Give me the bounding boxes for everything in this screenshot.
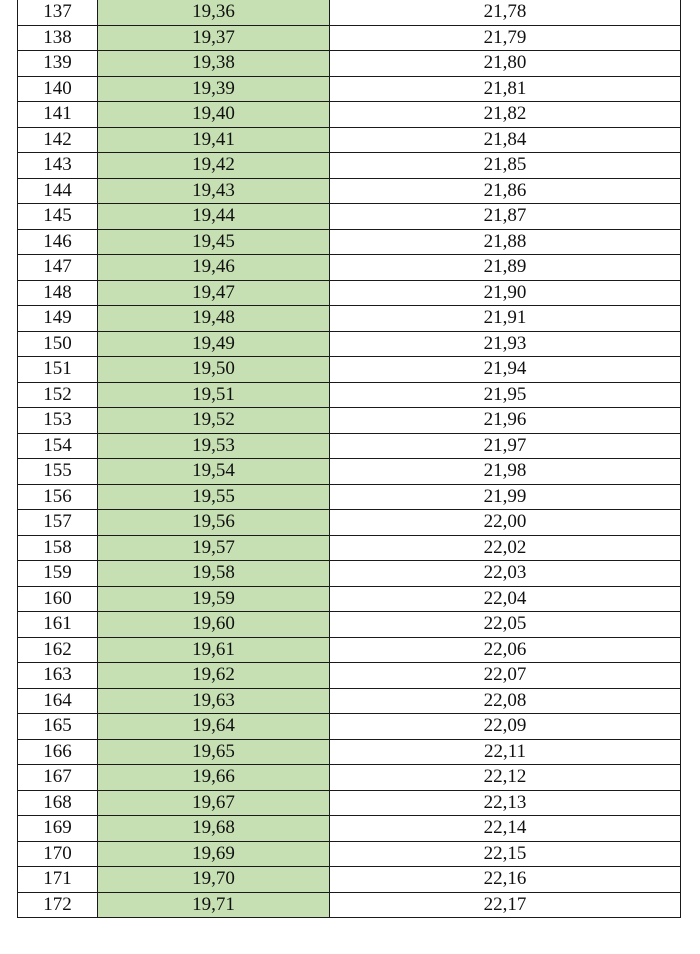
value-b-cell: 22,09 [330, 714, 681, 740]
value-b-cell: 21,97 [330, 433, 681, 459]
value-b-cell: 21,93 [330, 331, 681, 357]
value-a-cell: 19,64 [98, 714, 330, 740]
value-b-cell: 22,08 [330, 688, 681, 714]
table-row [18, 688, 681, 714]
table-row [18, 637, 681, 663]
value-a-cell: 19,56 [98, 510, 330, 536]
row-number-cell: 150 [18, 331, 98, 357]
value-b-cell: 21,84 [330, 127, 681, 153]
table-row [18, 0, 681, 25]
row-number-cell: 152 [18, 382, 98, 408]
value-a-cell: 19,61 [98, 637, 330, 663]
value-a-cell: 19,57 [98, 535, 330, 561]
row-number-cell: 170 [18, 841, 98, 867]
value-a-cell: 19,50 [98, 357, 330, 383]
value-b-cell: 21,81 [330, 76, 681, 102]
value-b-cell: 22,12 [330, 765, 681, 791]
value-a-cell: 19,42 [98, 153, 330, 179]
row-number-cell: 153 [18, 408, 98, 434]
table-row [18, 433, 681, 459]
row-number-cell: 165 [18, 714, 98, 740]
row-number-cell: 160 [18, 586, 98, 612]
value-a-cell: 19,47 [98, 280, 330, 306]
value-a-cell: 19,36 [98, 0, 330, 25]
row-number-cell: 166 [18, 739, 98, 765]
table-row [18, 408, 681, 434]
value-b-cell: 22,05 [330, 612, 681, 638]
table-row [18, 255, 681, 281]
row-number-cell: 158 [18, 535, 98, 561]
value-a-cell: 19,59 [98, 586, 330, 612]
row-number-cell: 164 [18, 688, 98, 714]
value-b-cell: 22,00 [330, 510, 681, 536]
value-b-cell: 22,11 [330, 739, 681, 765]
table-row [18, 382, 681, 408]
value-a-cell: 19,51 [98, 382, 330, 408]
row-number-cell: 141 [18, 102, 98, 128]
value-b-cell: 21,99 [330, 484, 681, 510]
table-row [18, 714, 681, 740]
row-number-cell: 154 [18, 433, 98, 459]
row-number-cell: 147 [18, 255, 98, 281]
table-row [18, 153, 681, 179]
value-b-cell: 21,82 [330, 102, 681, 128]
row-number-cell: 157 [18, 510, 98, 536]
value-a-cell: 19,39 [98, 76, 330, 102]
value-a-cell: 19,49 [98, 331, 330, 357]
value-b-cell: 22,02 [330, 535, 681, 561]
value-a-cell: 19,69 [98, 841, 330, 867]
value-b-cell: 21,88 [330, 229, 681, 255]
value-a-cell: 19,55 [98, 484, 330, 510]
value-a-cell: 19,53 [98, 433, 330, 459]
value-b-cell: 21,98 [330, 459, 681, 485]
row-number-cell: 156 [18, 484, 98, 510]
row-number-cell: 145 [18, 204, 98, 230]
table-row [18, 102, 681, 128]
table-row [18, 561, 681, 587]
value-b-cell: 22,07 [330, 663, 681, 689]
value-a-cell: 19,67 [98, 790, 330, 816]
table-row [18, 204, 681, 230]
value-a-cell: 19,70 [98, 867, 330, 893]
data-table [17, 0, 681, 918]
value-a-cell: 19,71 [98, 892, 330, 918]
row-number-cell: 168 [18, 790, 98, 816]
value-b-cell: 22,13 [330, 790, 681, 816]
value-b-cell: 22,06 [330, 637, 681, 663]
value-a-cell: 19,68 [98, 816, 330, 842]
table-row [18, 178, 681, 204]
value-a-cell: 19,66 [98, 765, 330, 791]
value-a-cell: 19,65 [98, 739, 330, 765]
row-number-cell: 138 [18, 25, 98, 51]
value-b-cell: 21,95 [330, 382, 681, 408]
row-number-cell: 144 [18, 178, 98, 204]
value-a-cell: 19,37 [98, 25, 330, 51]
value-a-cell: 19,52 [98, 408, 330, 434]
row-number-cell: 169 [18, 816, 98, 842]
table-row [18, 586, 681, 612]
table-row [18, 790, 681, 816]
row-number-cell: 172 [18, 892, 98, 918]
row-number-cell: 142 [18, 127, 98, 153]
value-a-cell: 19,63 [98, 688, 330, 714]
row-number-cell: 163 [18, 663, 98, 689]
value-a-cell: 19,45 [98, 229, 330, 255]
table-body [18, 0, 681, 918]
value-a-cell: 19,43 [98, 178, 330, 204]
row-number-cell: 167 [18, 765, 98, 791]
table-row [18, 663, 681, 689]
value-b-cell: 21,78 [330, 0, 681, 25]
value-b-cell: 22,17 [330, 892, 681, 918]
value-a-cell: 19,38 [98, 51, 330, 77]
table-row [18, 612, 681, 638]
value-b-cell: 21,90 [330, 280, 681, 306]
row-number-cell: 155 [18, 459, 98, 485]
table-row [18, 739, 681, 765]
row-number-cell: 139 [18, 51, 98, 77]
value-b-cell: 22,03 [330, 561, 681, 587]
table-row [18, 816, 681, 842]
value-a-cell: 19,48 [98, 306, 330, 332]
value-b-cell: 21,89 [330, 255, 681, 281]
value-b-cell: 22,15 [330, 841, 681, 867]
table-row [18, 535, 681, 561]
value-a-cell: 19,54 [98, 459, 330, 485]
row-number-cell: 140 [18, 76, 98, 102]
row-number-cell: 146 [18, 229, 98, 255]
table-row [18, 306, 681, 332]
value-b-cell: 21,80 [330, 51, 681, 77]
value-a-cell: 19,62 [98, 663, 330, 689]
table-row [18, 280, 681, 306]
row-number-cell: 159 [18, 561, 98, 587]
row-number-cell: 149 [18, 306, 98, 332]
value-b-cell: 21,79 [330, 25, 681, 51]
table-row [18, 357, 681, 383]
row-number-cell: 151 [18, 357, 98, 383]
table-row [18, 229, 681, 255]
table-row [18, 867, 681, 893]
value-b-cell: 22,14 [330, 816, 681, 842]
row-number-cell: 171 [18, 867, 98, 893]
row-number-cell: 161 [18, 612, 98, 638]
value-b-cell: 21,87 [330, 204, 681, 230]
table-row [18, 331, 681, 357]
row-number-cell: 162 [18, 637, 98, 663]
value-a-cell: 19,40 [98, 102, 330, 128]
value-a-cell: 19,46 [98, 255, 330, 281]
table-row [18, 765, 681, 791]
value-a-cell: 19,60 [98, 612, 330, 638]
table-row [18, 510, 681, 536]
value-b-cell: 21,91 [330, 306, 681, 332]
table-row [18, 484, 681, 510]
value-b-cell: 22,04 [330, 586, 681, 612]
table-row [18, 459, 681, 485]
value-b-cell: 21,86 [330, 178, 681, 204]
value-a-cell: 19,44 [98, 204, 330, 230]
value-b-cell: 21,94 [330, 357, 681, 383]
table-row [18, 76, 681, 102]
value-a-cell: 19,41 [98, 127, 330, 153]
row-number-cell: 148 [18, 280, 98, 306]
value-b-cell: 21,96 [330, 408, 681, 434]
value-a-cell: 19,58 [98, 561, 330, 587]
value-b-cell: 22,16 [330, 867, 681, 893]
table-row [18, 892, 681, 918]
table-row [18, 25, 681, 51]
table-row [18, 841, 681, 867]
table-row [18, 127, 681, 153]
row-number-cell: 137 [18, 0, 98, 25]
row-number-cell: 143 [18, 153, 98, 179]
table-row [18, 51, 681, 77]
value-b-cell: 21,85 [330, 153, 681, 179]
